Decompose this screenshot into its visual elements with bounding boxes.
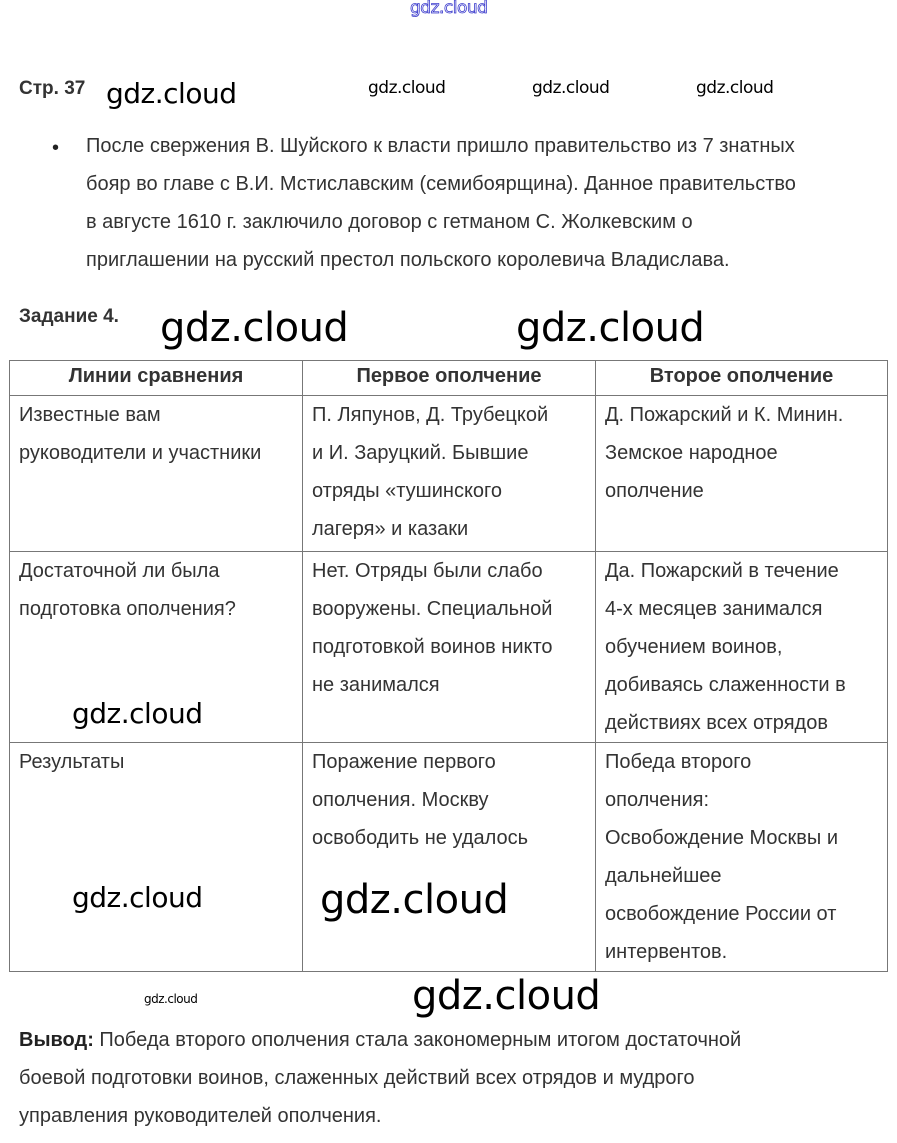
- table-cell: [596, 552, 888, 743]
- conclusion: [19, 1021, 741, 1135]
- cell-text-line: интервентов.: [605, 941, 728, 963]
- cell-text-line: не занимался: [312, 674, 440, 696]
- text-line: боевой подготовки воинов, слаженных действий всех отрядов и мудрого: [19, 1067, 695, 1089]
- text-line: приглашении на русский престол польского королевича Владислава.: [86, 249, 730, 271]
- task-title: Задание 4.: [19, 306, 119, 327]
- table-cell: [596, 396, 888, 552]
- table-cell: [303, 396, 596, 552]
- text-line: После свержения В. Шуйского к власти пришло правительство из 7 знатных: [86, 135, 795, 157]
- watermark: gdz.cloud: [696, 78, 774, 98]
- table-cell: [596, 743, 888, 972]
- cell-text-line: действиях всех отрядов: [605, 712, 828, 734]
- cell-text-line: Освобождение Москвы и: [605, 827, 838, 849]
- text-line: в августе 1610 г. заключило договор с гетманом С. Жолкевским о: [86, 211, 693, 233]
- cell-text-line: вооружены. Специальной: [312, 598, 553, 620]
- text-line: управления руководителей ополчения.: [19, 1105, 382, 1127]
- cell-text-line: лагеря» и казаки: [312, 518, 469, 540]
- watermark: gdz.cloud: [516, 305, 705, 351]
- cell-text-line: освобождение России от: [605, 903, 837, 925]
- cell-text-line: П. Ляпунов, Д. Трубецкой: [312, 404, 549, 426]
- text-line: бояр во главе с В.И. Мстиславским (семибоярщина). Данное правительство: [86, 173, 796, 195]
- table-cell: [303, 743, 596, 972]
- cell-text-line: ополчения. Москву: [312, 789, 489, 811]
- column-header: Второе ополчение: [596, 361, 888, 396]
- cell-text-line: дальнейшее: [605, 865, 722, 887]
- table-row: [10, 396, 888, 552]
- cell-text-line: Известные вам: [19, 404, 161, 426]
- table-cell: [10, 743, 303, 972]
- cell-text-line: Поражение первого: [312, 751, 496, 773]
- table-header-row: [10, 361, 888, 396]
- cell-text-line: освободить не удалось: [312, 827, 529, 849]
- cell-text-line: подготовка ополчения?: [19, 598, 236, 620]
- watermark: gdz.cloud: [72, 697, 203, 730]
- watermark: gdz.cloud: [532, 78, 610, 98]
- watermark: gdz.cloud: [106, 77, 237, 110]
- cell-text-line: отряды «тушинского: [312, 480, 503, 502]
- cell-text-line: Победа второго: [605, 751, 752, 773]
- cell-text-line: обучением воинов,: [605, 636, 783, 658]
- watermark: gdz.cloud: [144, 992, 198, 1006]
- cell-text-line: Нет. Отряды были слабо: [312, 560, 543, 582]
- watermark: gdz.cloud: [72, 881, 203, 914]
- watermark: gdz.cloud: [368, 78, 446, 98]
- watermark: gdz.cloud: [412, 973, 601, 1019]
- column-header: Линии сравнения: [10, 361, 303, 396]
- cell-text-line: Да. Пожарский в течение: [605, 560, 839, 582]
- conclusion-label: Вывод:: [19, 1029, 94, 1051]
- cell-text-line: ополчения:: [605, 789, 710, 811]
- cell-text-line: добиваясь слаженности в: [605, 674, 846, 696]
- cell-text-line: Д. Пожарский и К. Минин.: [605, 404, 844, 426]
- cell-text-line: 4-х месяцев занимался: [605, 598, 823, 620]
- watermark: gdz.cloud: [160, 305, 349, 351]
- cell-text-line: подготовкой воинов никто: [312, 636, 553, 658]
- bullet-icon: •: [52, 137, 60, 159]
- text-line: Победа второго ополчения стала закономерным итогом достаточной: [93, 1029, 742, 1051]
- bullet-paragraph: [86, 127, 796, 279]
- cell-text-line: руководители и участники: [19, 442, 262, 464]
- cell-text-line: ополчение: [605, 480, 704, 502]
- column-header: Первое ополчение: [303, 361, 596, 396]
- watermark: gdz.cloud: [410, 0, 488, 18]
- watermark: gdz.cloud: [320, 877, 509, 923]
- table-cell: [10, 396, 303, 552]
- page-label: Стр. 37: [19, 78, 86, 99]
- table-row: [10, 743, 888, 972]
- cell-text-line: и И. Заруцкий. Бывшие: [312, 442, 529, 464]
- cell-text-line: Достаточной ли была: [19, 560, 220, 582]
- cell-text-line: Результаты: [19, 751, 125, 773]
- table-cell: [303, 552, 596, 743]
- cell-text-line: Земское народное: [605, 442, 778, 464]
